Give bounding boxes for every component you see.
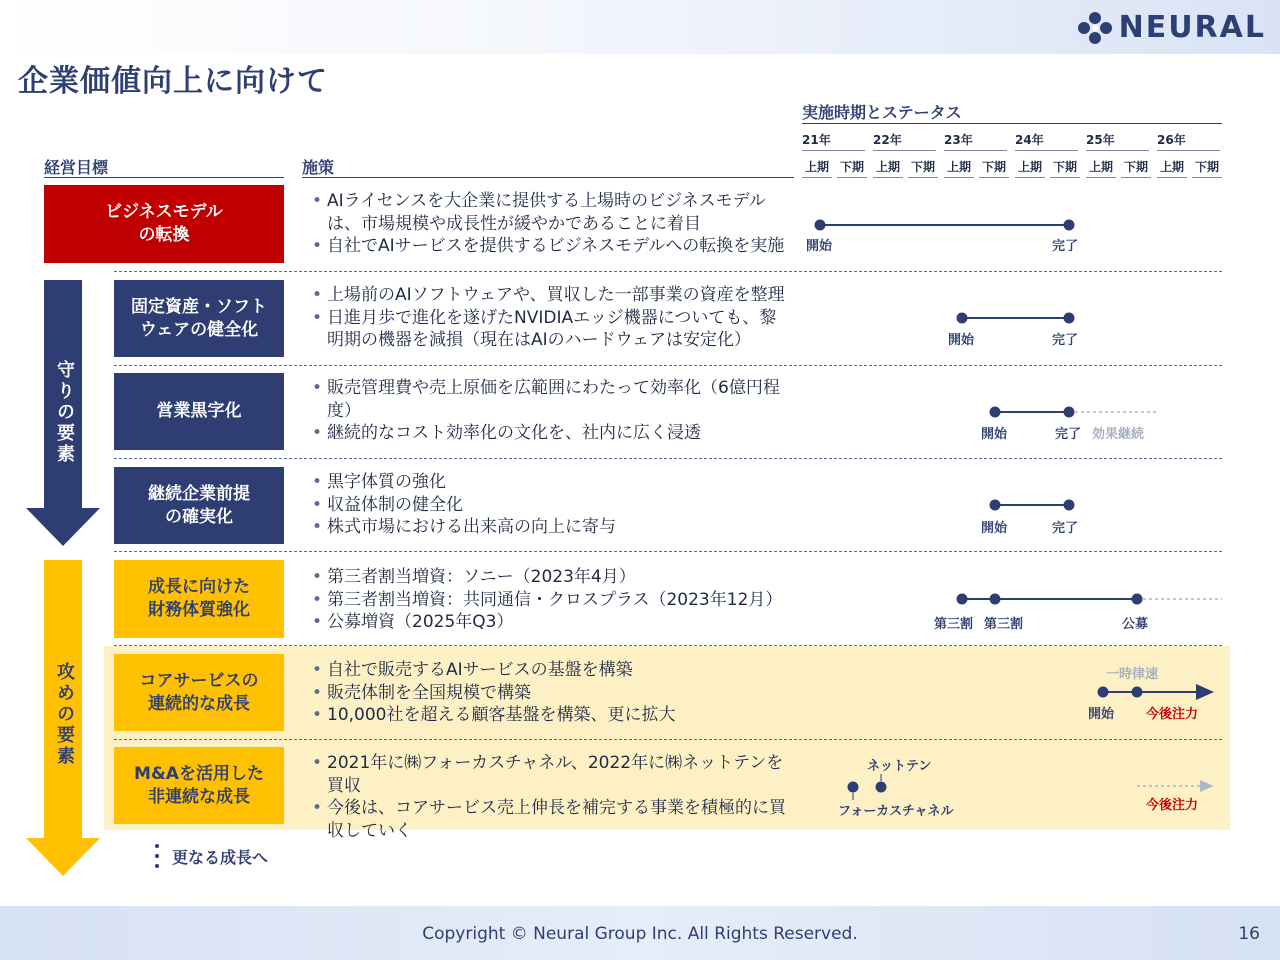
timeline-start-dot [957, 313, 968, 324]
timeline-label-done: 完了 [1052, 239, 1079, 254]
timeline-label-future-focus: 今後注力 [1146, 798, 1199, 813]
measure-item: • 今後は、コアサービス売上伸長を補完する事業を積極的に買収していく [312, 797, 792, 842]
goal-column-header: 経営目標 [44, 158, 109, 177]
half-label: 上期 [1017, 160, 1042, 174]
timeline-label-done: 完了 [1052, 333, 1079, 348]
offense-arrow-label: 攻めの要素 [54, 662, 75, 767]
goal-operating-profit: 営業黒字化 [114, 373, 284, 450]
goal-business-model: ビジネスモデル の転換 [44, 185, 284, 263]
goal-financial-base: 成長に向けた 財務体質強化 [114, 560, 284, 638]
timeline-start-dot [990, 500, 1001, 511]
defense-arrow-label: 守りの要素 [54, 360, 75, 465]
goal-mna-growth: M&Aを活用した 非連続な成長 [114, 747, 284, 824]
timeline-label-temporary-limit: 一時律速 [1106, 667, 1159, 682]
half-label: 下期 [1123, 160, 1148, 174]
timeline-dot [876, 782, 887, 793]
year-label: 23年 [944, 133, 973, 147]
measure-item: • 公募増資（2025年Q3） [312, 611, 792, 634]
half-label: 下期 [1194, 160, 1219, 174]
timeline-label-start: 開始 [981, 521, 1008, 536]
timeline-end-dot [1064, 500, 1075, 511]
measure-item: • 10,000社を超える顧客基盤を構築、更に拡大 [312, 704, 792, 727]
timeline-label-start: 開始 [948, 333, 975, 348]
timeline-label-netten: ネットテン [867, 759, 932, 774]
ellipsis-dot [155, 844, 159, 848]
schedule-title: 実施時期とステータス [802, 103, 962, 122]
half-label: 上期 [1159, 160, 1184, 174]
year-label: 24年 [1015, 133, 1044, 147]
half-label: 下期 [910, 160, 935, 174]
goal-core-service-growth: コアサービスの 連続的な成長 [114, 654, 284, 731]
half-label: 上期 [1088, 160, 1113, 174]
timeline-start-dot [815, 220, 826, 231]
timeline-end-dot [1064, 220, 1075, 231]
timeline-label-start: 開始 [1088, 707, 1115, 722]
timeline-label-future-focus: 今後注力 [1146, 707, 1199, 722]
more-growth-label: 更なる成長へ [172, 848, 269, 867]
timeline-label-ongoing: 効果継続 [1092, 427, 1145, 442]
half-label: 上期 [804, 160, 829, 174]
timeline-dot [1132, 687, 1143, 698]
year-label: 25年 [1086, 133, 1115, 147]
ellipsis-dot [155, 864, 159, 868]
half-label: 下期 [839, 160, 864, 174]
timeline-label-done: 完了 [1052, 521, 1079, 536]
timeline-dot [1132, 594, 1143, 605]
measure-item: • AIライセンスを大企業に提供する上場時のビジネスモデルは、市場規模や成長性が緩やかであることに着目 [312, 190, 792, 235]
measure-item: • 自社で販売するAIサービスの基盤を構築 [312, 659, 792, 682]
half-label: 下期 [1052, 160, 1077, 174]
half-label: 上期 [946, 160, 971, 174]
timeline-end-dot [1064, 407, 1075, 418]
timeline-dot [848, 782, 859, 793]
measure-item: • 上場前のAIソフトウェアや、買収した一部事業の資産を整理 [312, 284, 792, 307]
measure-item: • 2021年に㈱フォーカスチャネル、2022年に㈱ネットテンを買収 [312, 752, 792, 797]
measure-item: • 自社でAIサービスを提供するビジネスモデルへの転換を実施 [312, 235, 792, 258]
goal-going-concern: 継続企業前提 の確実化 [114, 467, 284, 544]
timeline-label-allotment: 第三割 [934, 617, 974, 632]
timeline-label-allotment: 第三割 [984, 617, 1024, 632]
measure-item: • 黒字体質の強化 [312, 471, 792, 494]
measure-item: • 販売体制を全国規模で構築 [312, 682, 792, 705]
year-label: 21年 [802, 133, 831, 147]
timeline-label-focus-channel: フォーカスチャネル [838, 804, 954, 819]
copyright-text: Copyright © Neural Group Inc. All Rights Reserved. [422, 924, 858, 944]
page-number: 16 [1238, 924, 1260, 944]
timeline-start-dot [990, 407, 1001, 418]
measures-column-header: 施策 [302, 158, 335, 177]
timeline-label-public-offering: 公募 [1122, 617, 1149, 632]
measure-item: • 株式市場における出来高の向上に寄与 [312, 516, 792, 539]
timeline-label-start: 開始 [806, 239, 833, 254]
timeline-start-dot [1098, 687, 1109, 698]
timeline-dot [957, 594, 968, 605]
half-label: 上期 [875, 160, 900, 174]
measure-item: • 収益体制の健全化 [312, 494, 792, 517]
timeline-label-done: 完了 [1055, 427, 1082, 442]
timeline-dot [990, 594, 1001, 605]
half-label: 下期 [981, 160, 1006, 174]
ellipsis-dot [155, 854, 159, 858]
measure-item: • 日進月歩で進化を遂げたNVIDIAエッジ機器についても、黎明期の機器を減損（現在はAIのハードウェアは安定化） [312, 307, 792, 352]
measure-item: • 販売管理費や売上原価を広範囲にわたって効率化（6億円程度） [312, 377, 792, 422]
page-title: 企業価値向上に向けて [18, 64, 328, 99]
timeline-label-start: 開始 [981, 427, 1008, 442]
measure-item: • 第三者割当増資：共同通信・クロスプラス（2023年12月） [312, 589, 792, 612]
year-label: 26年 [1157, 133, 1186, 147]
goal-asset-soundness: 固定資産・ソフト ウェアの健全化 [114, 280, 284, 357]
logo-text: NEURAL [1118, 10, 1266, 45]
year-label: 22年 [873, 133, 902, 147]
measure-item: • 継続的なコスト効率化の文化を、社内に広く浸透 [312, 422, 792, 445]
measure-item: • 第三者割当増資：ソニー（2023年4月） [312, 566, 792, 589]
timeline-end-dot [1064, 313, 1075, 324]
